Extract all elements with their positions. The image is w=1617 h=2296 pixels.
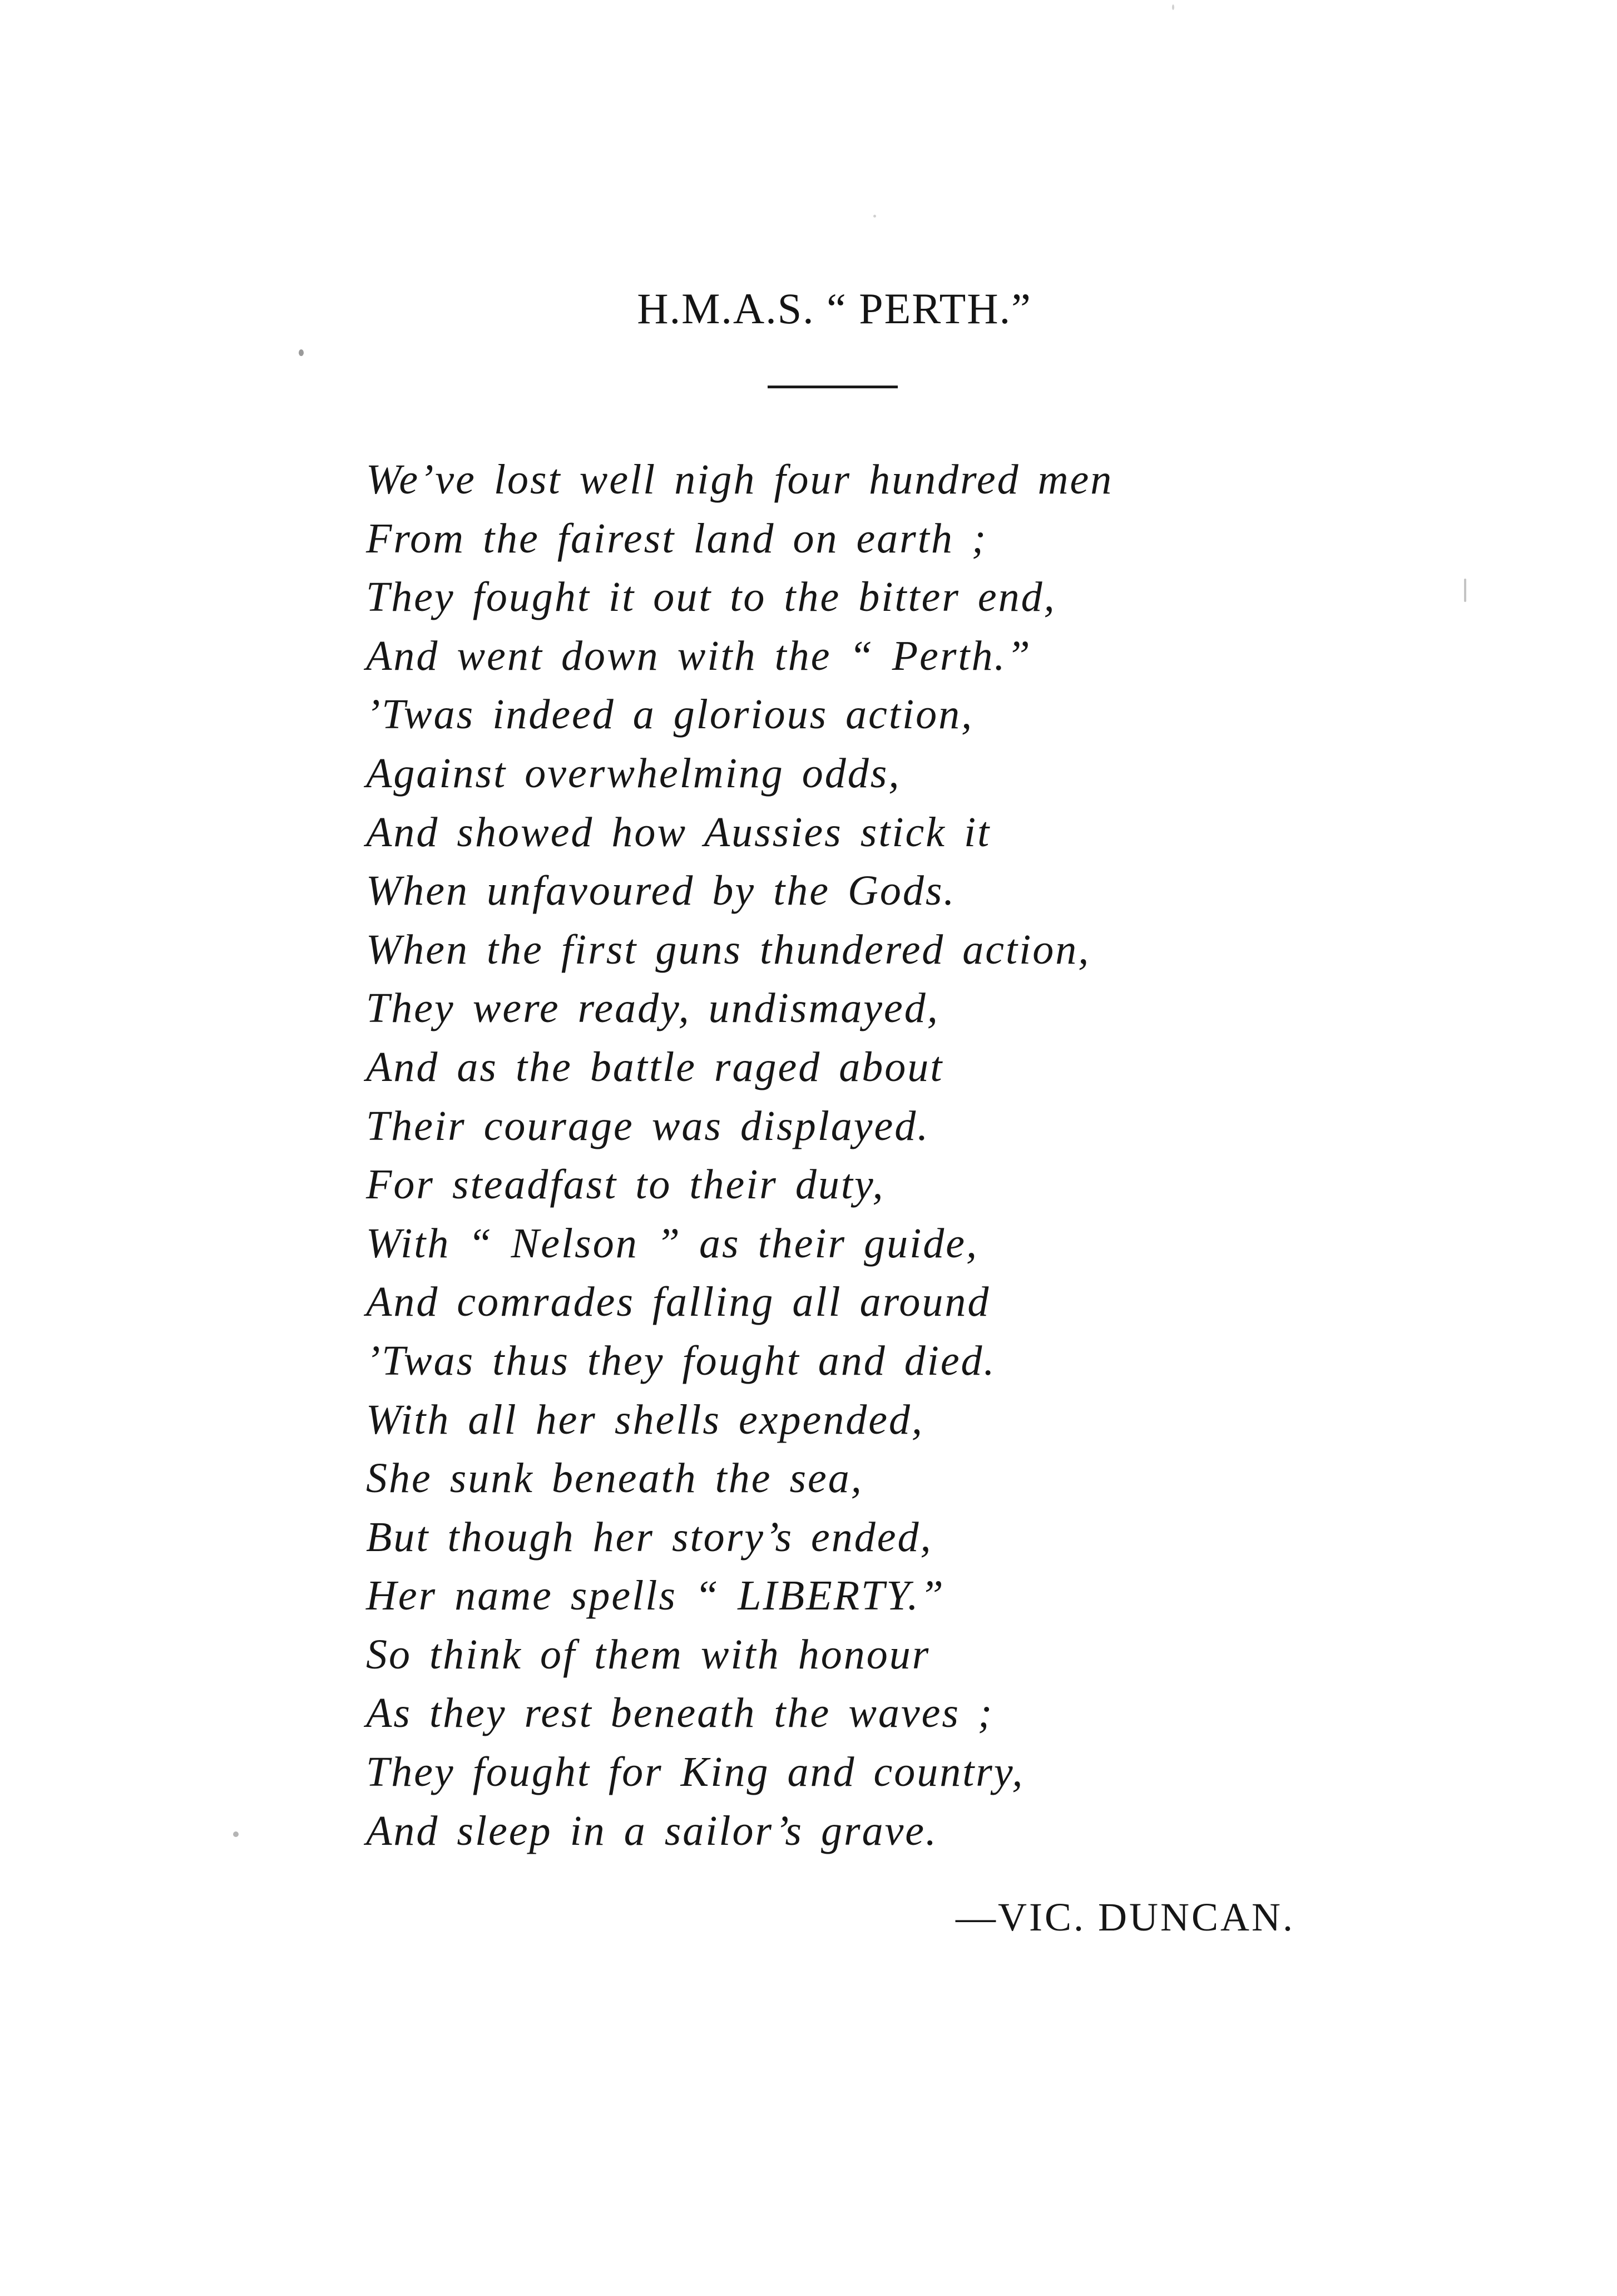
poem-line: But though her story’s ended,: [366, 1513, 933, 1561]
poem-author: —VIC. DUNCAN.: [956, 1895, 1295, 1939]
poem-line: So think of them with honour: [366, 1631, 931, 1678]
title-divider: [768, 386, 898, 388]
poem-line: ’Twas indeed a glorious action,: [366, 691, 974, 738]
poem-line: For steadfast to their duty,: [366, 1161, 885, 1208]
poem-line: They fought for King and country,: [366, 1749, 1025, 1796]
poem-line: With “ Nelson ” as their guide,: [366, 1219, 978, 1267]
poem-line: From the fairest land on earth ;: [366, 515, 988, 562]
poem-line: Her name spells “ LIBERTY.”: [366, 1572, 945, 1619]
poem-line: ’Twas thus they fought and died.: [366, 1337, 996, 1384]
poem-line: And as the battle raged about: [366, 1043, 944, 1090]
poem-line: And showed how Aussies stick it: [366, 808, 991, 856]
poem-line: Their courage was displayed.: [366, 1102, 930, 1149]
poem-line: They were ready, undismayed,: [366, 985, 939, 1032]
poem-line: She sunk beneath the sea,: [366, 1455, 863, 1502]
poem-line: With all her shells expended,: [366, 1396, 924, 1443]
poem-line: When the first guns thundered action,: [366, 926, 1091, 973]
poem-line: And comrades falling all around: [366, 1278, 991, 1326]
scan-speck: [873, 215, 876, 218]
scan-speck: [233, 1831, 239, 1837]
poem-line: They fought it out to the bitter end,: [366, 574, 1056, 621]
poem-line: And sleep in a sailor’s grave.: [366, 1807, 938, 1854]
scan-speck: [1172, 4, 1174, 10]
poem-line: We’ve lost well nigh four hundred men: [366, 456, 1114, 503]
poem-line: And went down with the “ Perth.”: [366, 632, 1032, 679]
poem-title: H.M.A.S. “ PERTH.”: [637, 284, 1032, 333]
poem-line: Against overwhelming odds,: [366, 749, 901, 797]
scan-speck: [299, 349, 304, 356]
scan-speck: [1464, 579, 1466, 602]
poem-line: As they rest beneath the waves ;: [366, 1690, 994, 1737]
poem-body: [366, 451, 1113, 1860]
poem-line: When unfavoured by the Gods.: [366, 867, 956, 915]
